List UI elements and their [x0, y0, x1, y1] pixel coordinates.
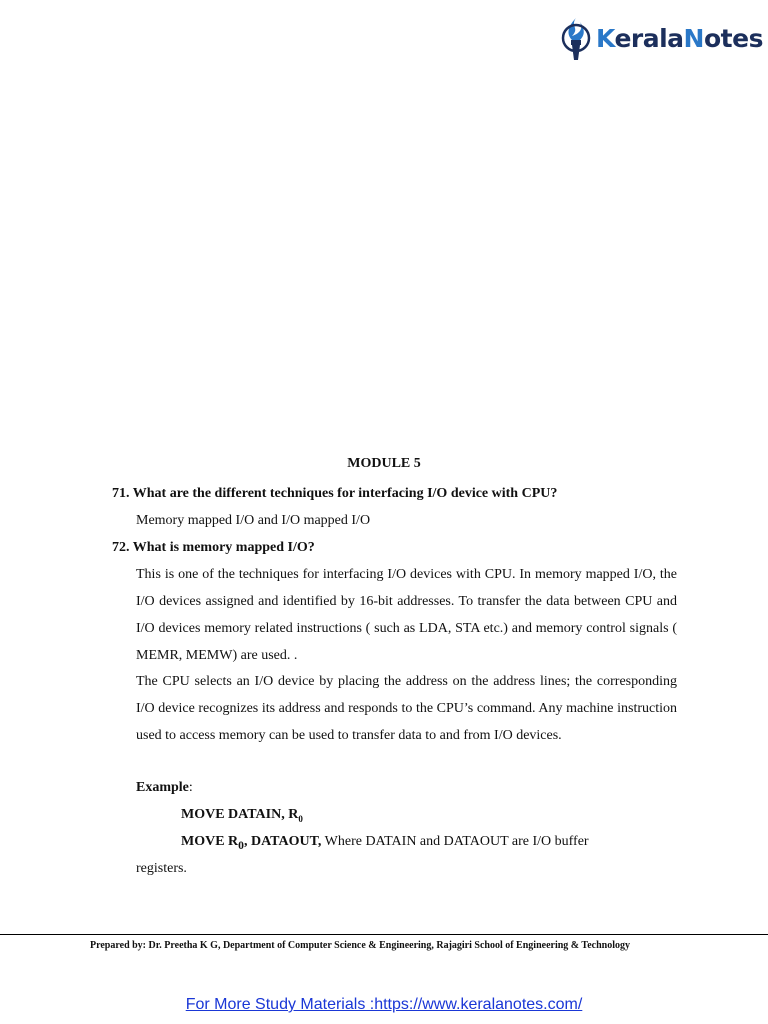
- example-label: Example:: [136, 780, 193, 795]
- answer-72-paragraph-1: This is one of the techniques for interfacing I/O devices with CPU. In memory mapped I/O, the I/O devices assigned and identified by 16-bit addresses. To transfer the data between CPU and I/O devices memory related instructions ( such as LDA, STA etc.) and memory control signals ( MEMR, MEMW) are used. .: [136, 567, 677, 663]
- logo-wordmark: KeralaNotes: [596, 24, 763, 53]
- footer-prepared-by: Prepared by: Dr. Preetha K G, Department of Computer Science & Engineering, Rajagiri School of Engineering & Technology: [90, 940, 630, 951]
- question-72: 72. What is memory mapped I/O?: [112, 540, 315, 555]
- study-materials-link[interactable]: For More Study Materials :https://www.keralanotes.com/: [185, 996, 583, 1013]
- answer-71: Memory mapped I/O and I/O mapped I/O: [136, 513, 371, 528]
- code-line-1: MOVE DATAIN, $R_0$: [181, 807, 303, 824]
- code-line-2-continuation: registers.: [136, 861, 187, 876]
- module-heading: MODULE 5: [347, 456, 421, 471]
- code-line-2: MOVE $R_0$, DATAOUT, Where DATAIN and DATAOUT are I/O buffer: [181, 834, 589, 852]
- answer-72-paragraph-2: The CPU selects an I/O device by placing the address on the address lines; the corresponding I/O device recognizes its address and responds to the CPU’s command. Any machine instruction used to access memory can be used to transfer data to and from I/O devices.: [136, 674, 677, 743]
- torch-icon: [558, 16, 594, 62]
- footer-divider: [0, 934, 768, 935]
- question-71: 71. What are the different techniques for interfacing I/O device with CPU?: [112, 486, 558, 501]
- keralanotes-logo: [556, 14, 763, 66]
